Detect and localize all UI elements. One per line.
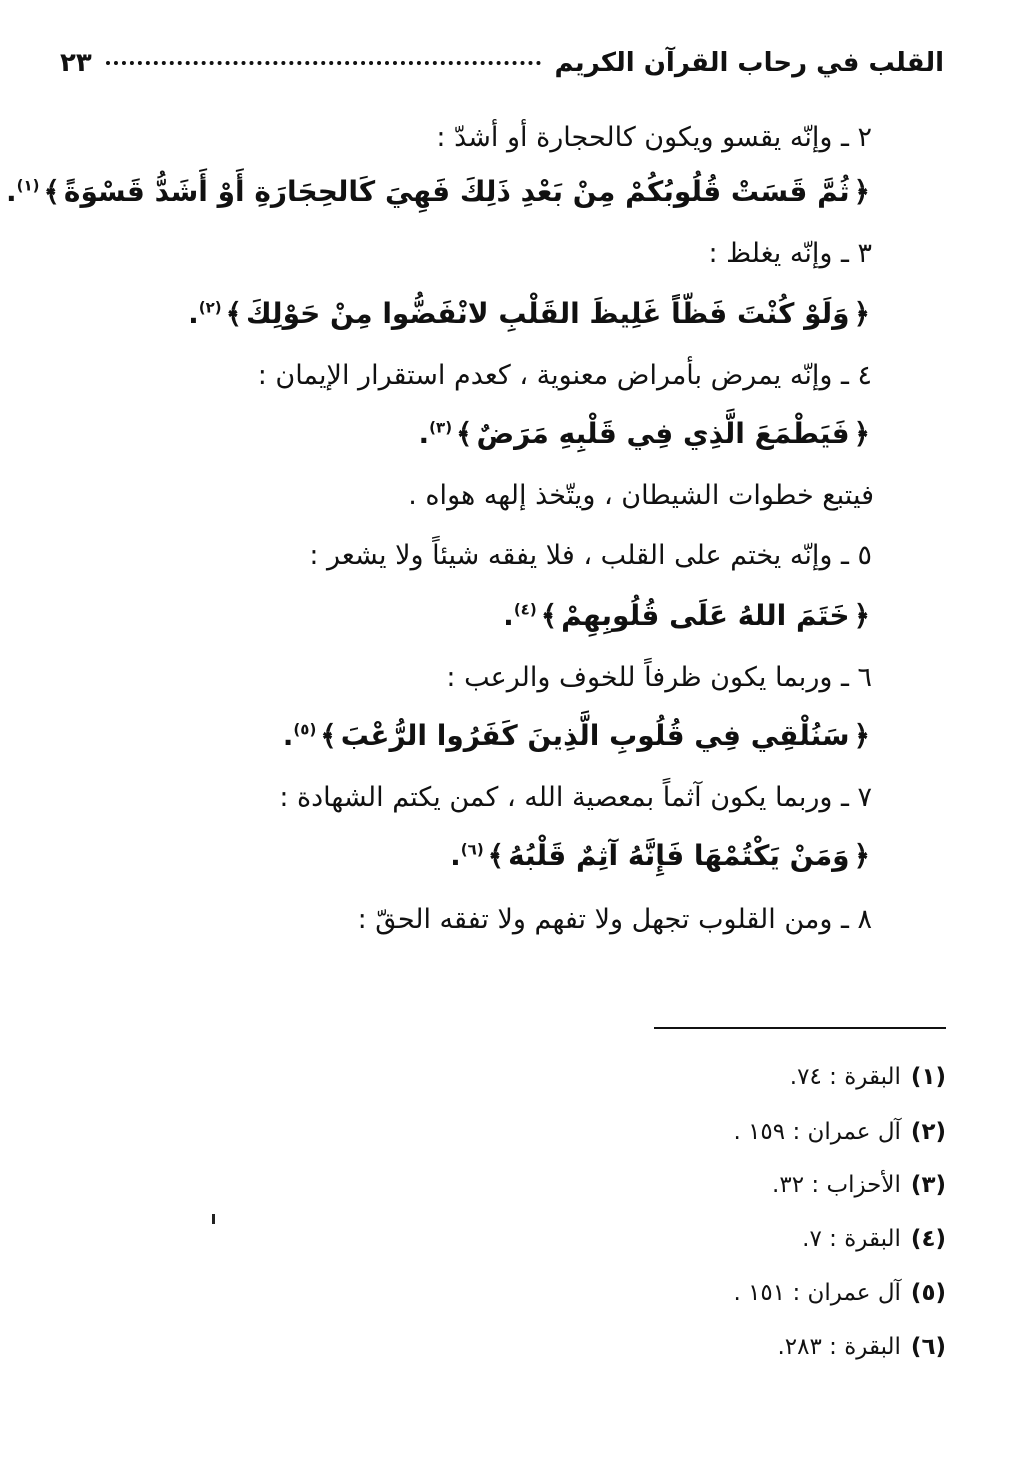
verse-open-bracket: ﴿ — [853, 297, 870, 330]
verse-end: . — [503, 599, 514, 632]
paragraph-text: فيتبع خطوات الشيطان ، ويتّخذ إلهه هواه . — [408, 480, 874, 511]
footnote-number: (٤) — [910, 1226, 946, 1252]
footnote-number: (١) — [910, 1064, 946, 1090]
footnote-number: (٣) — [910, 1172, 946, 1198]
footnote — [733, 1276, 946, 1310]
list-item: ٧ ـ وربما يكون آثماً بمعصية الله ، كمن يكتم الشهادة : — [279, 782, 872, 813]
verse-text: سَنُلْقِي فِي قُلُوبِ الَّذِينَ كَفَرُوا الرُّعْبَ — [340, 719, 850, 752]
list-item: ٦ ـ وربما يكون ظرفاً للخوف والرعب : — [446, 662, 872, 693]
verse-end: . — [282, 719, 294, 752]
verse-text: خَتَمَ اللهُ عَلَى قُلُوبِهِمْ — [561, 599, 850, 632]
footnote — [733, 1115, 946, 1149]
footnote-text: البقرة : ٧. — [802, 1226, 901, 1252]
verse-close-bracket: ﴾ — [43, 175, 60, 208]
quran-verse — [503, 596, 874, 636]
verse-open-bracket: ﴿ — [853, 175, 870, 208]
footnote-text: آل عمران : ١٥١ . — [733, 1280, 901, 1306]
list-item: ٨ ـ ومن القلوب تجهل ولا تفهم ولا تفقه الحقّ : — [357, 904, 872, 935]
footnote-divider — [654, 1027, 946, 1029]
footnote-text: البقرة : ٢٨٣. — [777, 1334, 901, 1360]
footnote-number: (٢) — [910, 1119, 946, 1145]
footnote — [790, 1060, 946, 1094]
footnote-ref: (٢) — [198, 298, 222, 317]
verse-close-bracket: ﴾ — [540, 599, 558, 632]
footnote-ref: (٥) — [293, 720, 317, 739]
verse-text: وَمَنْ يَكْتُمْهَا فَإِنَّهُ آثِمٌ قَلْبُهُ — [508, 839, 850, 872]
footnote-text: البقرة : ٧٤. — [789, 1064, 901, 1090]
quran-verse — [6, 172, 874, 212]
footnote-number: (٦) — [910, 1334, 946, 1360]
verse-close-bracket: ﴾ — [320, 719, 337, 752]
verse-open-bracket: ﴿ — [853, 599, 870, 632]
footnote-text: آل عمران : ١٥٩ . — [733, 1119, 901, 1145]
verse-close-bracket: ﴾ — [456, 417, 473, 450]
verse-open-bracket: ﴿ — [853, 417, 870, 450]
verse-end: . — [450, 839, 461, 872]
dot-leader — [106, 61, 541, 65]
running-header — [60, 48, 944, 92]
list-item: ٢ ـ وإنّه يقسو ويكون كالحجارة أو أشدّ : — [436, 122, 872, 153]
footnote-ref: (٦) — [460, 840, 484, 859]
footnote-ref: (٣) — [429, 418, 453, 437]
quran-verse — [188, 294, 874, 334]
verse-end: . — [6, 175, 17, 208]
verse-open-bracket: ﴿ — [853, 839, 870, 872]
verse-text: ثُمَّ قَسَتْ قُلُوبُكُمْ مِنْ بَعْدِ ذَلِكَ فَهِيَ كَالحِجَارَةِ أَوْ أَشَدُّ قَسْوَةً — [63, 175, 850, 208]
verse-open-bracket: ﴿ — [853, 719, 870, 752]
footnote-number: (٥) — [910, 1280, 946, 1306]
quran-verse — [419, 414, 874, 454]
verse-close-bracket: ﴾ — [225, 297, 242, 330]
verse-text: فَيَطْمَعَ الَّذِي فِي قَلْبِهِ مَرَضٌ — [476, 417, 850, 450]
verse-end: . — [188, 297, 199, 330]
page-number: ٢٣ — [60, 48, 92, 78]
scan-speck — [212, 1214, 215, 1224]
list-item: ٥ ـ وإنّه يختم على القلب ، فلا يفقه شيئاً ولا يشعر : — [309, 540, 872, 571]
footnote — [802, 1222, 946, 1256]
footnote-ref: (٤) — [513, 600, 537, 619]
footnote-text: الأحزاب : ٣٢. — [772, 1172, 901, 1198]
verse-end: . — [418, 417, 430, 450]
list-item: ٤ ـ وإنّه يمرض بأمراض معنوية ، كعدم استقرار الإيمان : — [257, 360, 872, 391]
footnote — [772, 1168, 946, 1202]
footnote — [777, 1330, 946, 1364]
footnote-ref: (١) — [16, 176, 40, 195]
verse-text: وَلَوْ كُنْتَ فَظّاً غَلِيظَ القَلْبِ لانْفَضُّوا مِنْ حَوْلِكَ — [245, 297, 850, 330]
list-item: ٣ ـ وإنّه يغلظ : — [708, 238, 872, 269]
quran-verse — [450, 836, 874, 876]
running-title: القلب في رحاب القرآن الكريم — [554, 48, 944, 78]
verse-close-bracket: ﴾ — [487, 839, 505, 872]
quran-verse — [283, 716, 874, 756]
